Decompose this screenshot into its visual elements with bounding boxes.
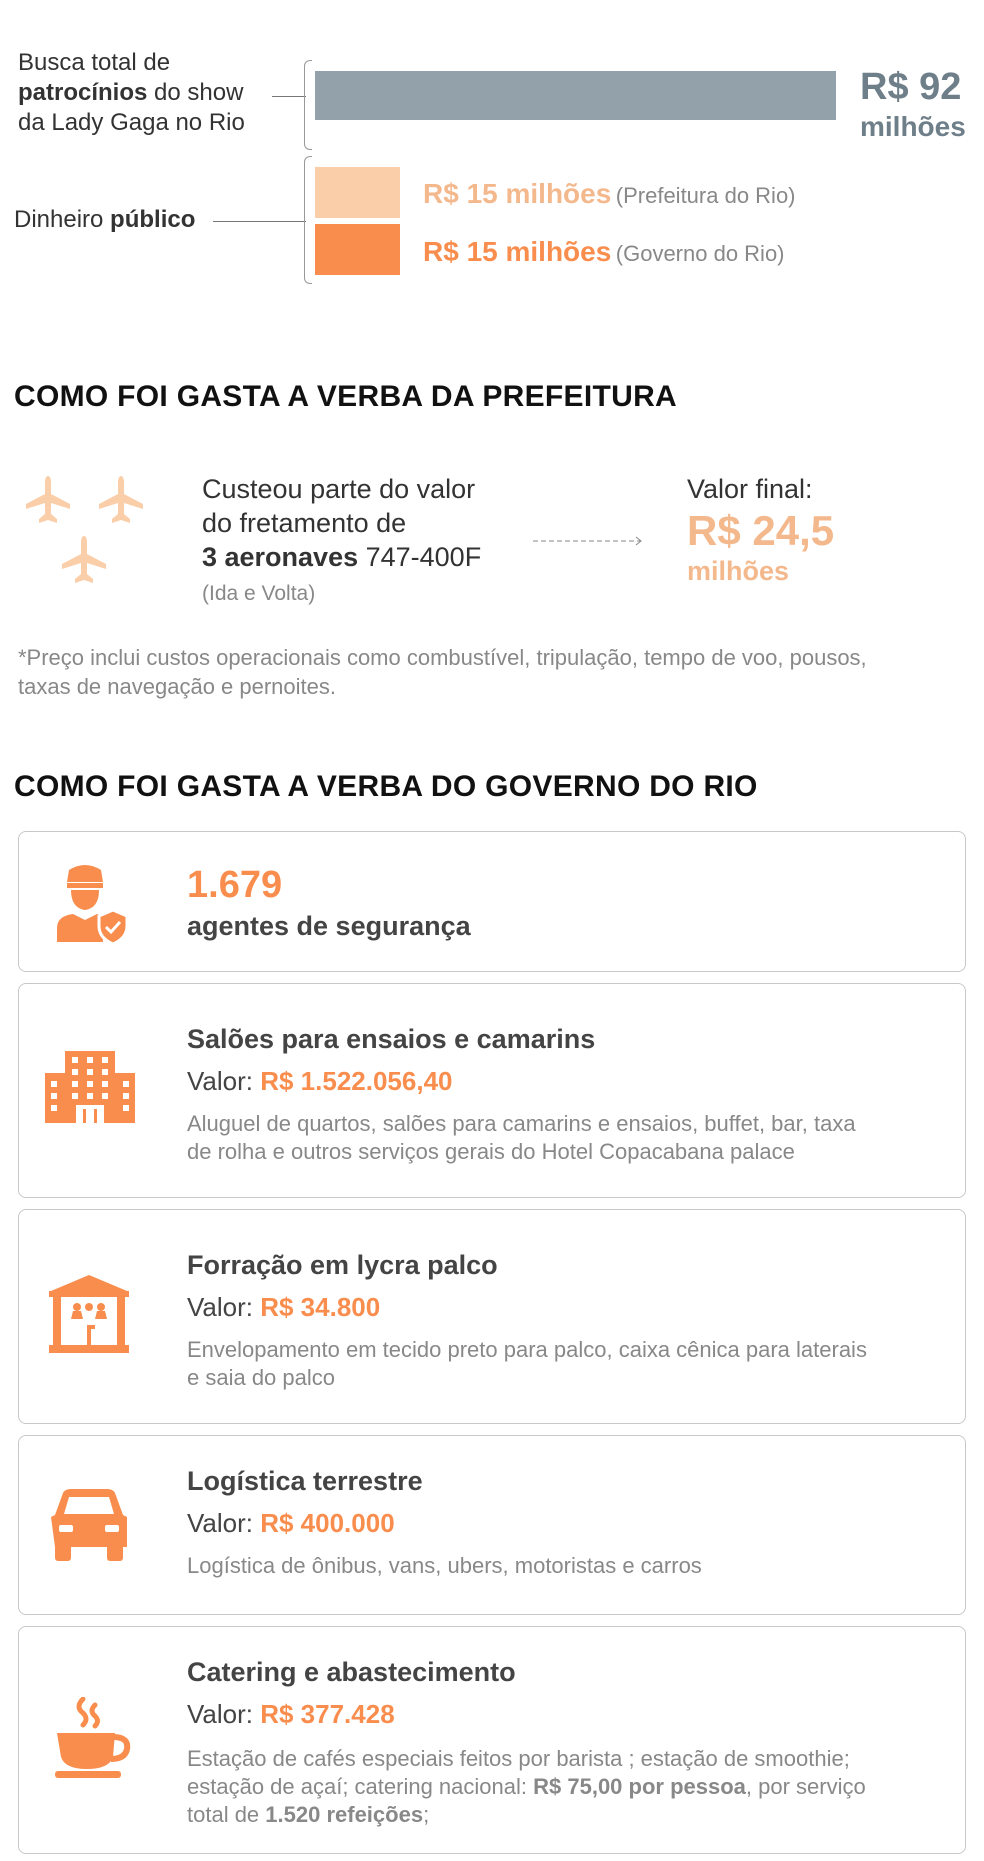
- public-label-bold: público: [110, 206, 196, 233]
- hotel-card-title: Salões para ensaios e camarins: [187, 1024, 596, 1054]
- aircraft-desc-line2: do fretamento de: [202, 508, 407, 538]
- security-guard-icon: [55, 860, 127, 944]
- aircraft-description: [202, 472, 481, 574]
- catering-desc-line3: [187, 1801, 866, 1829]
- dashed-arrow: [533, 533, 646, 543]
- governo-bar: [315, 224, 400, 275]
- public-bracket: [304, 156, 312, 284]
- car-icon: [49, 1489, 129, 1561]
- catering-meals-count: 1.520 refeições: [265, 1802, 424, 1827]
- catering-price-per-person: R$ 75,00 por pessoa: [533, 1774, 746, 1799]
- stage-card: [18, 1209, 966, 1424]
- stage-icon: [49, 1275, 129, 1353]
- hotel-desc-line2: de rolha e outros serviços gerais do Hotel Copacabana palace: [187, 1139, 795, 1164]
- round-trip-note: (Ida e Volta): [202, 582, 316, 605]
- catering-value-label: Valor:: [187, 1699, 261, 1729]
- sponsorship-value: R$ 92: [860, 66, 962, 108]
- catering-card-title: Catering e abastecimento: [187, 1657, 516, 1687]
- prefeitura-amount: R$ 15 milhões: [423, 178, 612, 209]
- governo-amount: R$ 15 milhões: [423, 236, 612, 267]
- stage-desc-line2: e saia do palco: [187, 1365, 335, 1390]
- catering-value-amount: R$ 377.428: [260, 1699, 395, 1729]
- sponsorship-bracket: [304, 60, 312, 150]
- security-card: [18, 831, 966, 972]
- hotel-value-amount: R$ 1.522.056,40: [260, 1066, 453, 1096]
- logistics-value-label: Valor:: [187, 1508, 261, 1538]
- stage-value-label: Valor:: [187, 1292, 261, 1322]
- aircraft-desc-line3: [202, 540, 481, 574]
- sponsorship-label-line1: Busca total de: [18, 49, 171, 76]
- stage-desc-line1: Envelopamento em tecido preto para palco, caixa cênica para laterais: [187, 1337, 867, 1362]
- governo-section-title: COMO FOI GASTA A VERBA DO GOVERNO DO RIO: [14, 770, 758, 803]
- sponsorship-label-bold: patrocínios: [18, 79, 148, 106]
- airplane-icon: [20, 470, 150, 590]
- prefeitura-source: (Prefeitura do Rio): [615, 183, 796, 208]
- prefeitura-value-row: [423, 178, 796, 210]
- aircraft-count: 3 aeronaves: [202, 542, 359, 572]
- logistics-card: [18, 1435, 966, 1615]
- coffee-cup-icon: [55, 1697, 131, 1779]
- public-connector: [213, 221, 306, 222]
- logistics-card-title: Logística terrestre: [187, 1466, 423, 1496]
- public-money-label: [14, 205, 195, 235]
- catering-desc-line3a: total de: [187, 1802, 266, 1827]
- price-footnote: [18, 643, 867, 701]
- governo-source: (Governo do Rio): [615, 241, 785, 266]
- final-value-unit: milhões: [687, 556, 790, 586]
- stage-card-value: [187, 1292, 380, 1323]
- sponsorship-connector: [272, 96, 306, 97]
- catering-card-description: [187, 1745, 866, 1829]
- aircraft-desc-line1: Custeou parte do valor: [202, 474, 476, 504]
- price-footnote-line1: *Preço inclui custos operacionais como combustível, tripulação, tempo de voo, pousos,: [18, 645, 867, 670]
- security-agents-label: agentes de segurança: [187, 911, 471, 941]
- aircraft-model: 747-400F: [358, 542, 482, 572]
- stage-card-description: [187, 1336, 867, 1392]
- stage-value-amount: R$ 34.800: [260, 1292, 381, 1322]
- public-label-normal: Dinheiro: [14, 206, 111, 233]
- sponsorship-bar: [315, 71, 836, 120]
- catering-card: [18, 1626, 966, 1854]
- catering-desc-line2c: , por serviço: [745, 1774, 866, 1799]
- sponsorship-label-line2: [18, 78, 245, 108]
- logistics-card-description: [187, 1552, 702, 1580]
- catering-desc-line3c: ;: [423, 1802, 430, 1827]
- sponsorship-unit: milhões: [860, 111, 966, 142]
- stage-card-title: Forração em lycra palco: [187, 1250, 498, 1280]
- sponsorship-label: [18, 48, 245, 138]
- prefeitura-section-title: COMO FOI GASTA A VERBA DA PREFEITURA: [14, 380, 678, 413]
- sponsorship-label-rest: do show: [147, 79, 244, 106]
- hotel-card-description: [187, 1110, 856, 1166]
- sponsorship-label-line3: da Lady Gaga no Rio: [18, 109, 245, 136]
- final-value-amount: R$ 24,5: [687, 507, 835, 554]
- catering-card-value: [187, 1699, 395, 1730]
- catering-desc-line2: [187, 1773, 866, 1801]
- hotel-card: [18, 983, 966, 1198]
- governo-value-row: [423, 236, 785, 268]
- security-agents-count: 1.679: [187, 864, 283, 906]
- catering-desc-line2a: estação de açaí; catering nacional:: [187, 1774, 534, 1799]
- hotel-building-icon: [45, 1051, 135, 1123]
- prefeitura-bar: [315, 167, 400, 218]
- final-value-label: Valor final:: [687, 474, 813, 504]
- price-footnote-line2: taxas de navegação e pernoites.: [18, 674, 337, 699]
- logistics-value-amount: R$ 400.000: [260, 1508, 395, 1538]
- hotel-value-label: Valor:: [187, 1066, 261, 1096]
- hotel-desc-line1: Aluguel de quartos, salões para camarins e ensaios, buffet, bar, taxa: [187, 1111, 856, 1136]
- hotel-card-value: [187, 1066, 453, 1097]
- catering-desc-line1: Estação de cafés especiais feitos por barista ; estação de smoothie;: [187, 1746, 850, 1771]
- logistics-card-value: [187, 1508, 395, 1539]
- logistics-desc-line1: Logística de ônibus, vans, ubers, motoristas e carros: [187, 1553, 702, 1578]
